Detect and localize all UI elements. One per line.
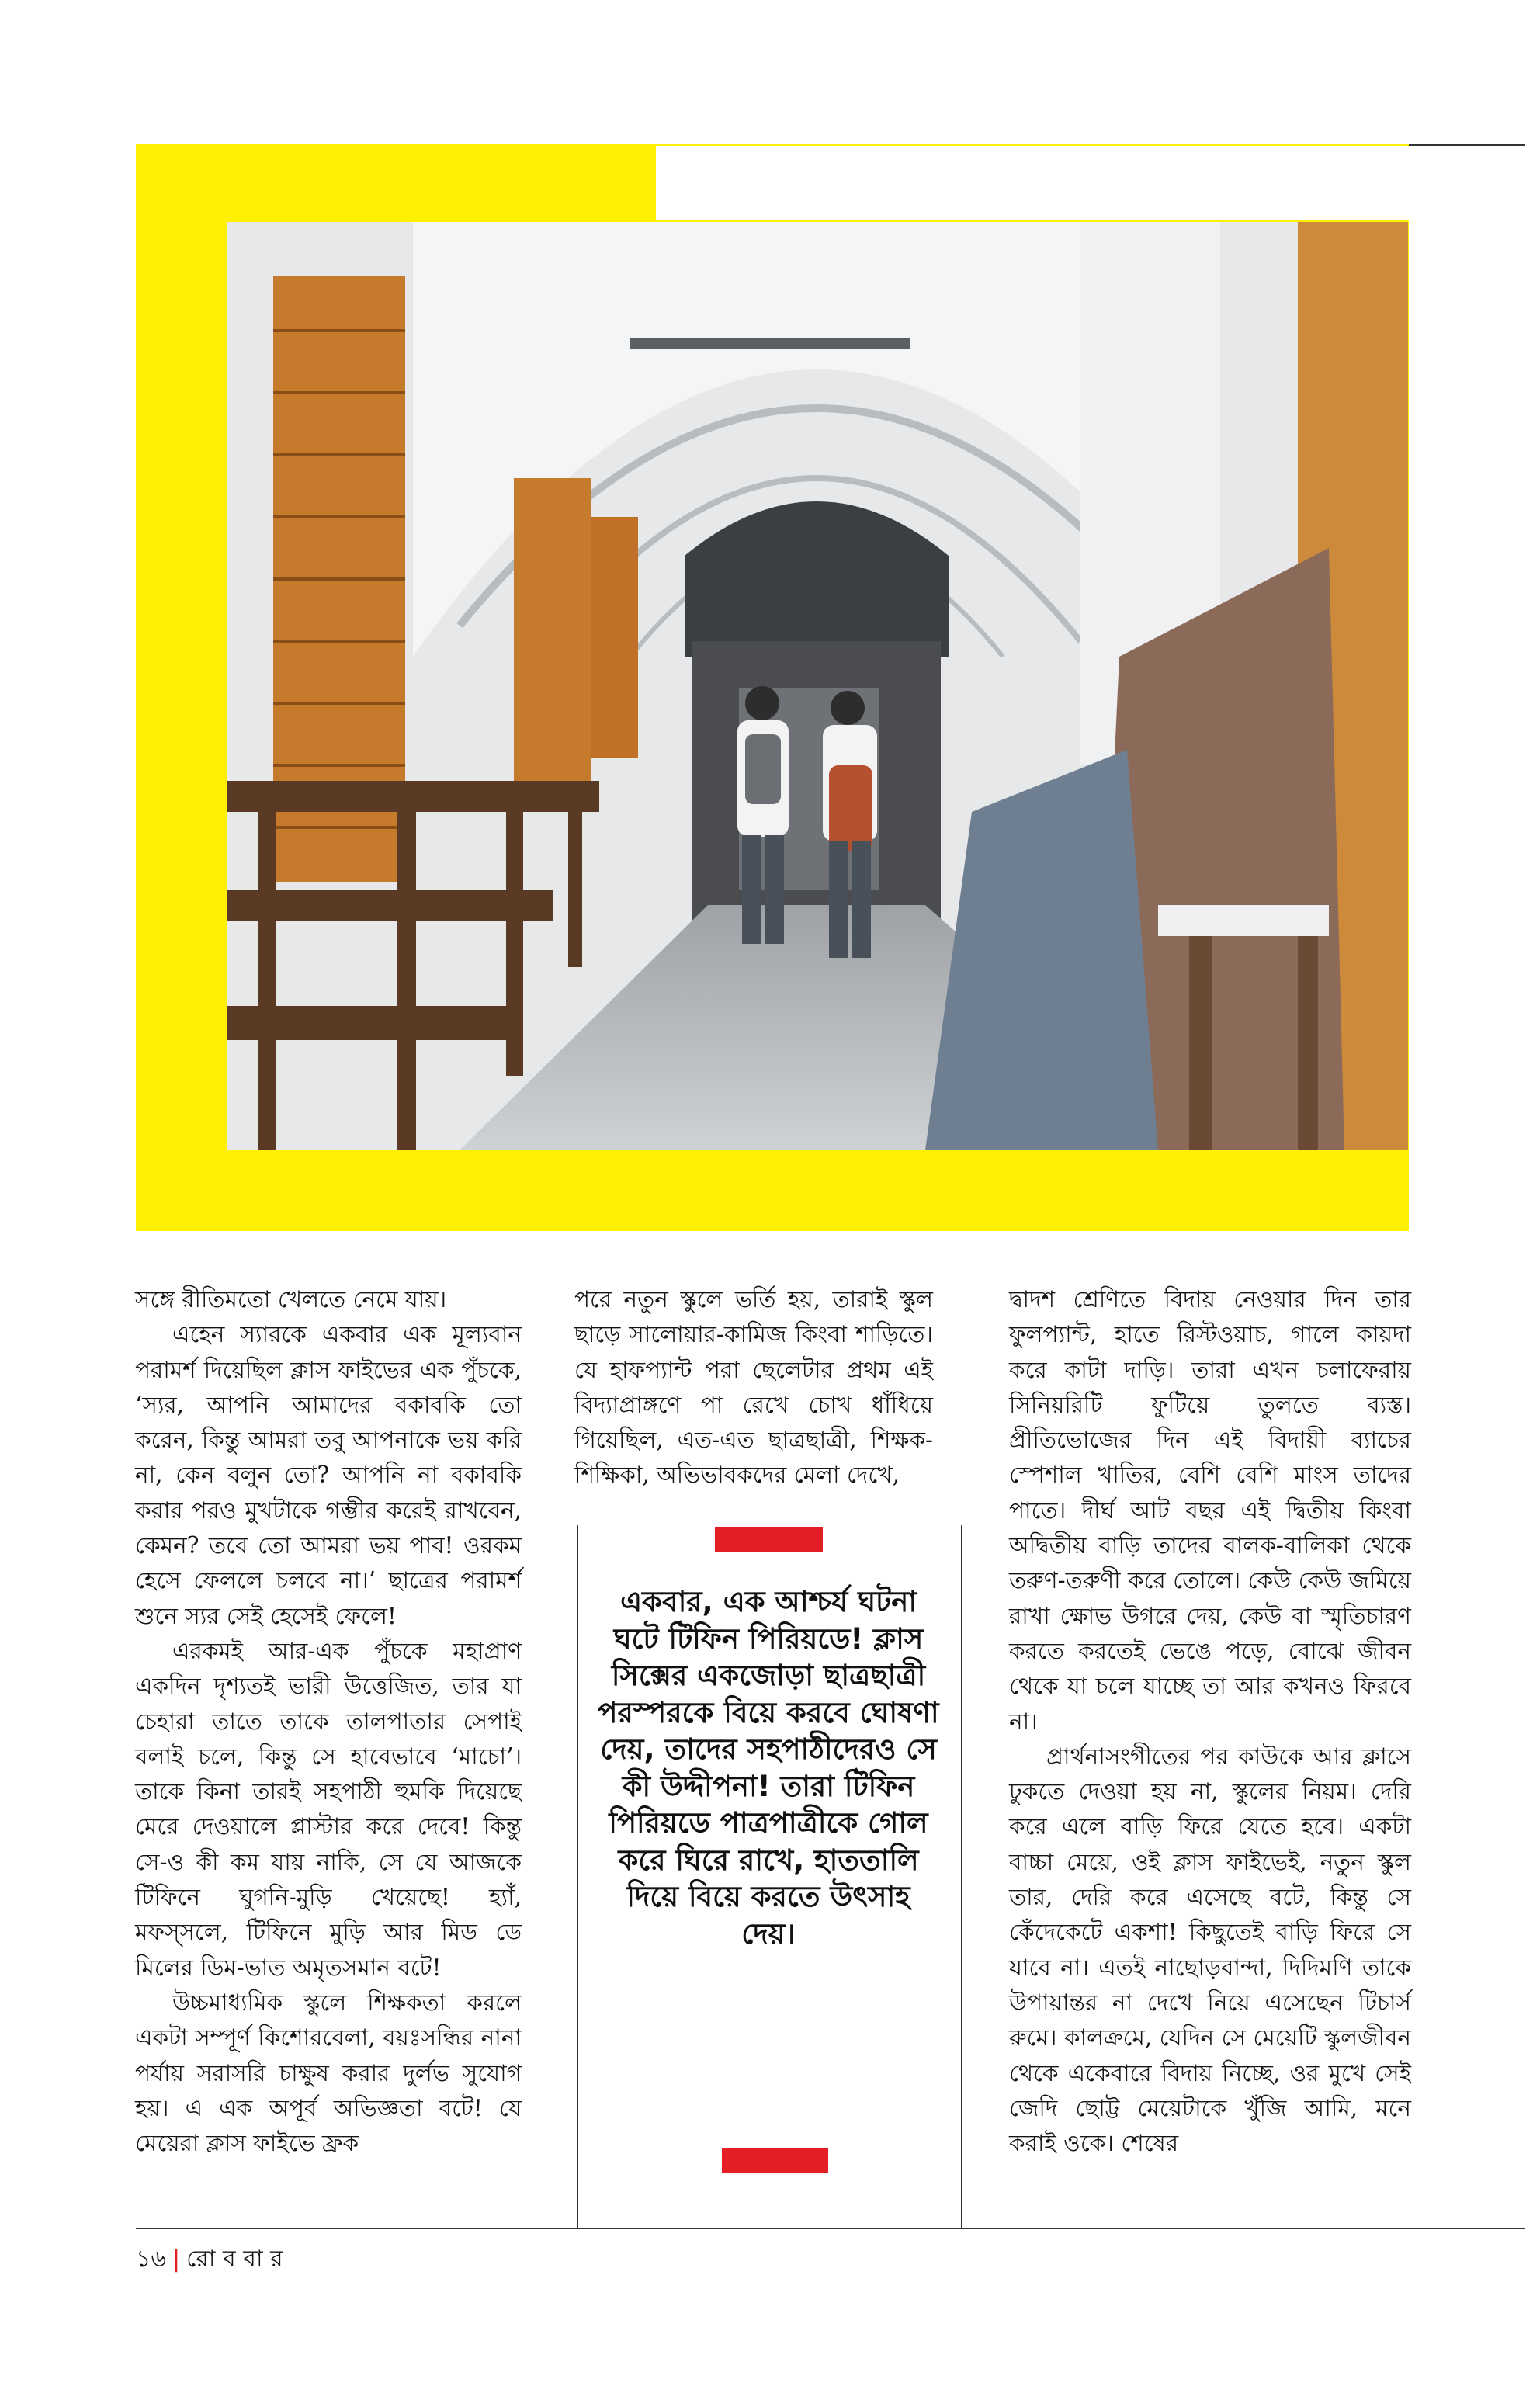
article-column-1 bbox=[135, 1282, 522, 2161]
paragraph: প্রার্থনাসংগীতের পর কাউকে আর ক্লাসে ঢুকতে দেওয়া হয় না, স্কুলের নিয়ম। দেরি করে এলে বাড়ি ফিরে যেতে হবে। একটা বাচ্চা মেয়ে, ওই ক্লাস ফাইভেই, নতুন স্কুল তার, দেরি করে এসেছে বটে, কিন্তু সে কেঁদেকেটে একশা! কিছুতেই বাড়ি ফিরে সে যাবে না। এতই নাছোড়বান্দা, দিদিমণি তাকে উপায়ান্তর না দেখে নিয়ে এসেছেন টিচার্স রুমে। কালক্রমে, যেদিন সে মেয়েটি স্কুলজীবন থেকে একেবারে বিদায় নিচ্ছে, ওর মুখে সেই জেদি ছোট্ট মেয়েটাকে খুঁজি আমি, মনে করাই ওকে। শেষের bbox=[1009, 1743, 1411, 2157]
footer-separator: | bbox=[172, 2246, 181, 2273]
paragraph: এহেন স্যারকে একবার এক মূল্যবান পরামর্শ দিয়েছিল ক্লাস ফাইভের এক পুঁচকে, ‘স্যর, আপনি আমাদের বকাবকি তো করেন, কিন্তু আমরা তবু আপনাকে ভয় করি না, কেন বলুন তো? আপনি না বকাবকি করার পরও মুখটাকে গম্ভীর করেই রাখবেন, কেমন? তবে তো আমরা ভয় পাব! ওরকম হেসে ফেললে চলবে না।’ ছাত্রের পরামর্শ শুনে স্যর সেই হেসেই ফেলে! bbox=[135, 1321, 522, 1629]
article-photo bbox=[227, 222, 1408, 1150]
paragraph: পরে নতুন স্কুলে ভর্তি হয়, তারাই স্কুল ছাড়ে সালোয়ার-কামিজ কিংবা শাড়িতে। যে হাফপ্যান্ট পরা ছেলেটার প্রথম এই বিদ্যাপ্রাঙ্গণে পা রেখে চোখ ধাঁধিয়ে গিয়েছিল, এত-এত ছাত্রছাত্রী, শিক্ষক-শিক্ষিকা, অভিভাবকদের মেলা দেখে, bbox=[574, 1286, 933, 1489]
pull-quote-top-bar bbox=[715, 1527, 823, 1552]
page-number: ১৬ bbox=[136, 2246, 166, 2273]
paragraph: দ্বাদশ শ্রেণিতে বিদায় নেওয়ার দিন তার ফুলপ্যান্ট, হাতে রিস্টওয়াচ, গালে কায়দা করে কাটা দাড়ি। তারা এখন চলাফেরায় সিনিয়রিটি ফুটিয়ে তুলতে ব্যস্ত। প্রীতিভোজের দিন এই বিদায়ী ব্যাচের স্পেশাল খাতির, বেশি বেশি মাংস তাদের পাতে। দীর্ঘ আট বছর এই দ্বিতীয় কিংবা অদ্বিতীয় বাড়ি তাদের বালক-বালিকা থেকে তরুণ-তরুণী করে তোলে। কেউ কেউ জমিয়ে রাখা ক্ষোভ উগরে দেয়, কেউ বা স্মৃতিচারণ করতে করতেই ভেঙে পড়ে, বোঝে জীবন থেকে যা চলে যাচ্ছে তা আর কখনও ফিরবে না। bbox=[1009, 1286, 1411, 1735]
corridor-photo-illustration bbox=[227, 222, 1408, 1150]
pull-quote-bottom-bar bbox=[722, 2148, 828, 2173]
magazine-name: রো ব বা র bbox=[186, 2246, 283, 2273]
bottom-rule bbox=[136, 2228, 1525, 2229]
paragraph: এরকমই আর-এক পুঁচকে মহাপ্রাণ একদিন দৃশ্যতই ভারী উত্তেজিত, তার যা চেহারা তাতে তাকে তালপাতার সেপাই বলাই চলে, কিন্তু সে হাবেভাবে ‘মাচো’। তাকে কিনা তারই সহপাঠী হুমকি দিয়েছে মেরে দেওয়ালে প্লাস্টার করে দেবে! কিন্তু সে-ও কী কম যায় নাকি, সে যে আজকে টিফিনে ঘুগনি-মুড়ি খেয়েছে! হ্যাঁ, মফস্সলে, টিফিনে মুড়ি আর মিড ডে মিলের ডিম-ভাত অমৃতসমান বটে! bbox=[135, 1637, 522, 1981]
article-column-2 bbox=[574, 1282, 933, 1493]
column-divider-left bbox=[577, 1525, 578, 2228]
pull-quote: একবার, এক আশ্চর্য ঘটনা ঘটে টিফিন পিরিয়ডে! ক্লাস সিক্সের একজোড়া ছাত্রছাত্রী পরস্পরকে বিয়ে করবে ঘোষণা দেয়, তাদের সহপাঠীদেরও সে কী উদ্দীপনা! তারা টিফিন পিরিয়ডে পাত্রপাত্রীকে গোল করে ঘিরে রাখে, হাততালি দিয়ে বিয়ে করতে উৎসাহ দেয়। bbox=[598, 1585, 939, 1951]
yellow-block-cutout bbox=[656, 146, 1432, 220]
article-column-3 bbox=[1009, 1282, 1411, 2161]
column-divider-right bbox=[961, 1525, 962, 2228]
paragraph: সঙ্গে রীতিমতো খেলতে নেমে যায়। bbox=[135, 1286, 447, 1313]
paragraph: উচ্চমাধ্যমিক স্কুলে শিক্ষকতা করলে একটা সম্পূর্ণ কিশোরবেলা, বয়ঃসন্ধির নানা পর্যায় সরাসরি চাক্ষুষ করার দুর্লভ সুযোগ হয়। এ এক অপূর্ব অভিজ্ঞতা বটে! যে মেয়েরা ক্লাস ফাইভে ফ্রক bbox=[135, 1989, 522, 2157]
page-footer bbox=[136, 2246, 283, 2273]
